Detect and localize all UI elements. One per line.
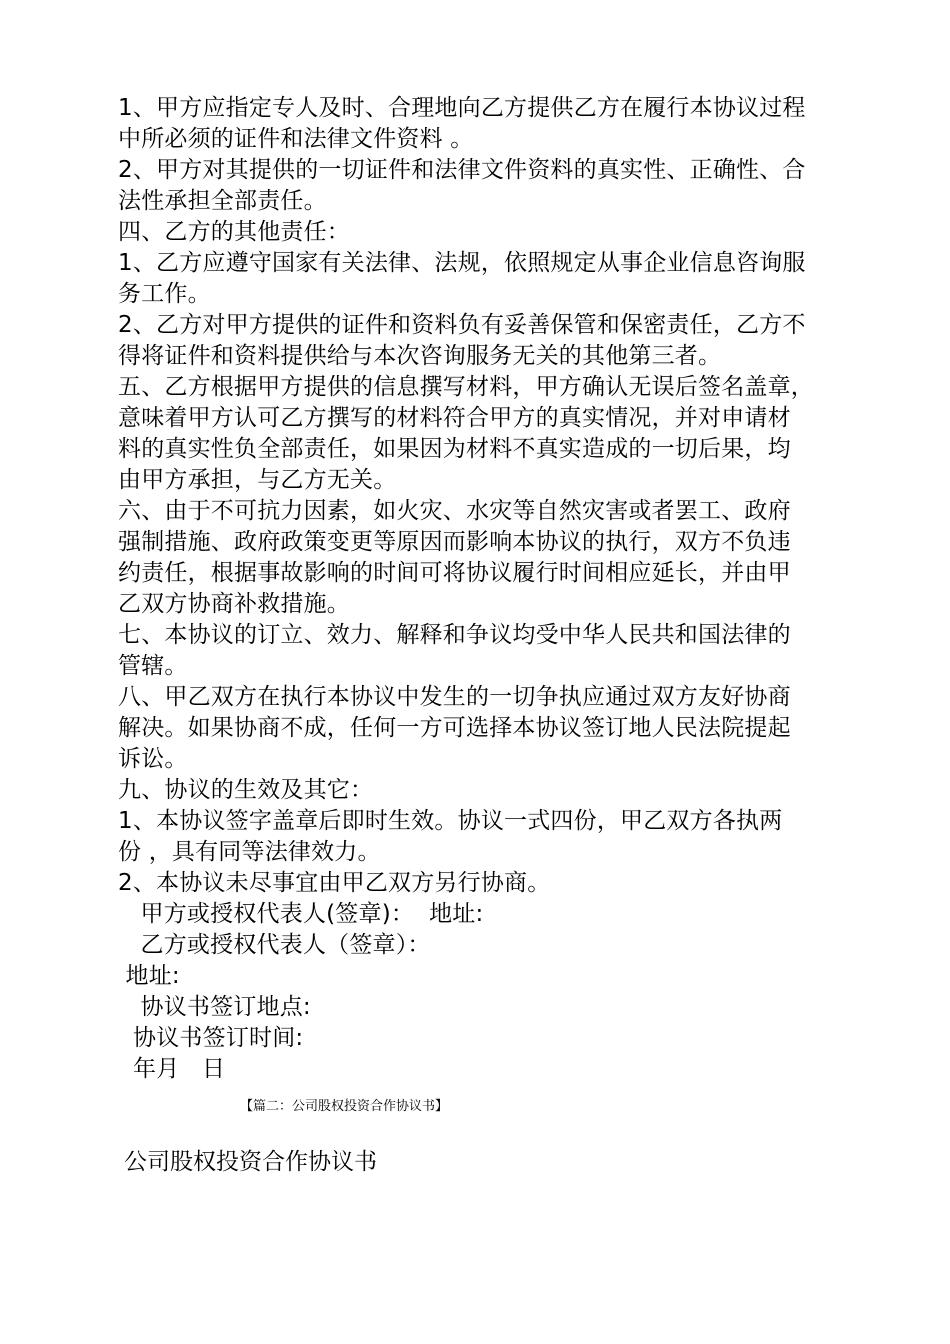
text-line: 管辖。 — [118, 653, 188, 679]
text-line: 协议书签订时间: — [118, 1025, 304, 1051]
text-line: 六、由于不可抗力因素，如火灾、水灾等自然灾害或者罢工、政府 — [118, 498, 791, 524]
text-line: 协议书签订地点: — [118, 994, 311, 1020]
text-line: 解决。如果协商不成，任何一方可选择本协议签订地人民法院提起 — [118, 715, 791, 741]
text-line: 1、乙方应遵守国家有关法律、法规，依照规定从事企业信息咨询服 — [118, 250, 806, 276]
text-line: 2、甲方对其提供的一切证件和法律文件资料的真实性、正确性、合 — [118, 157, 806, 183]
text-line: 1、甲方应指定专人及时、合理地向乙方提供乙方在履行本协议过程 — [118, 95, 806, 121]
text-line: 四、乙方的其他责任： — [118, 219, 350, 245]
text-line: 七、本协议的订立、效力、解释和争议均受中华人民共和国法律的 — [118, 622, 791, 648]
document-body — [118, 93, 838, 1085]
text-line: 2、乙方对甲方提供的证件和资料负有妥善保管和保密责任，乙方不 — [118, 312, 806, 338]
text-line: 八、甲乙双方在执行本协议中发生的一切争执应通过双方友好协商 — [118, 684, 791, 710]
text-line: 意味着甲方认可乙方撰写的材料符合甲方的真实情况，并对申请材 — [118, 405, 791, 431]
text-line: 务工作。 — [118, 281, 211, 307]
text-line: 地址: — [118, 963, 180, 989]
text-line: 由甲方承担，与乙方无关。 — [118, 467, 397, 493]
text-line: 份 ，具有同等法律效力。 — [118, 839, 381, 865]
text-line: 乙双方协商补救措施。 — [118, 591, 350, 617]
text-line: 得将证件和资料提供给与本次咨询服务无关的其他第三者。 — [118, 343, 722, 369]
text-line: 甲方或授权代表人(签章)： 地址: — [118, 901, 484, 927]
text-line: 年月 日 — [118, 1056, 226, 1082]
text-line: 乙方或授权代表人（签章）： — [118, 932, 431, 958]
text-line: 强制措施、政府政策变更等原因而影响本协议的执行，双方不负违 — [118, 529, 791, 555]
text-line: 1、本协议签字盖章后即时生效。协议一式四份，甲乙双方各执两 — [118, 808, 783, 834]
text-line: 约责任，根据事故影响的时间可将协议履行时间相应延长，并由甲 — [118, 560, 791, 586]
text-line: 料的真实性负全部责任，如果因为材料不真实造成的一切后果，均 — [118, 436, 791, 462]
section-title: 公司股权投资合作协议书 — [124, 1149, 377, 1175]
text-line: 中所必须的证件和法律文件资料 。 — [118, 126, 474, 152]
text-line: 法性承担全部责任。 — [118, 188, 327, 214]
section-label: 【篇二：公司股权投资合作协议书】 — [240, 1099, 449, 1114]
text-line: 2、本协议未尽事宜由甲乙双方另行协商。 — [118, 870, 551, 896]
text-line: 九、协议的生效及其它： — [118, 777, 374, 803]
text-line: 五、乙方根据甲方提供的信息撰写材料，甲方确认无误后签名盖章， — [118, 374, 814, 400]
text-line: 诉讼。 — [118, 746, 188, 772]
